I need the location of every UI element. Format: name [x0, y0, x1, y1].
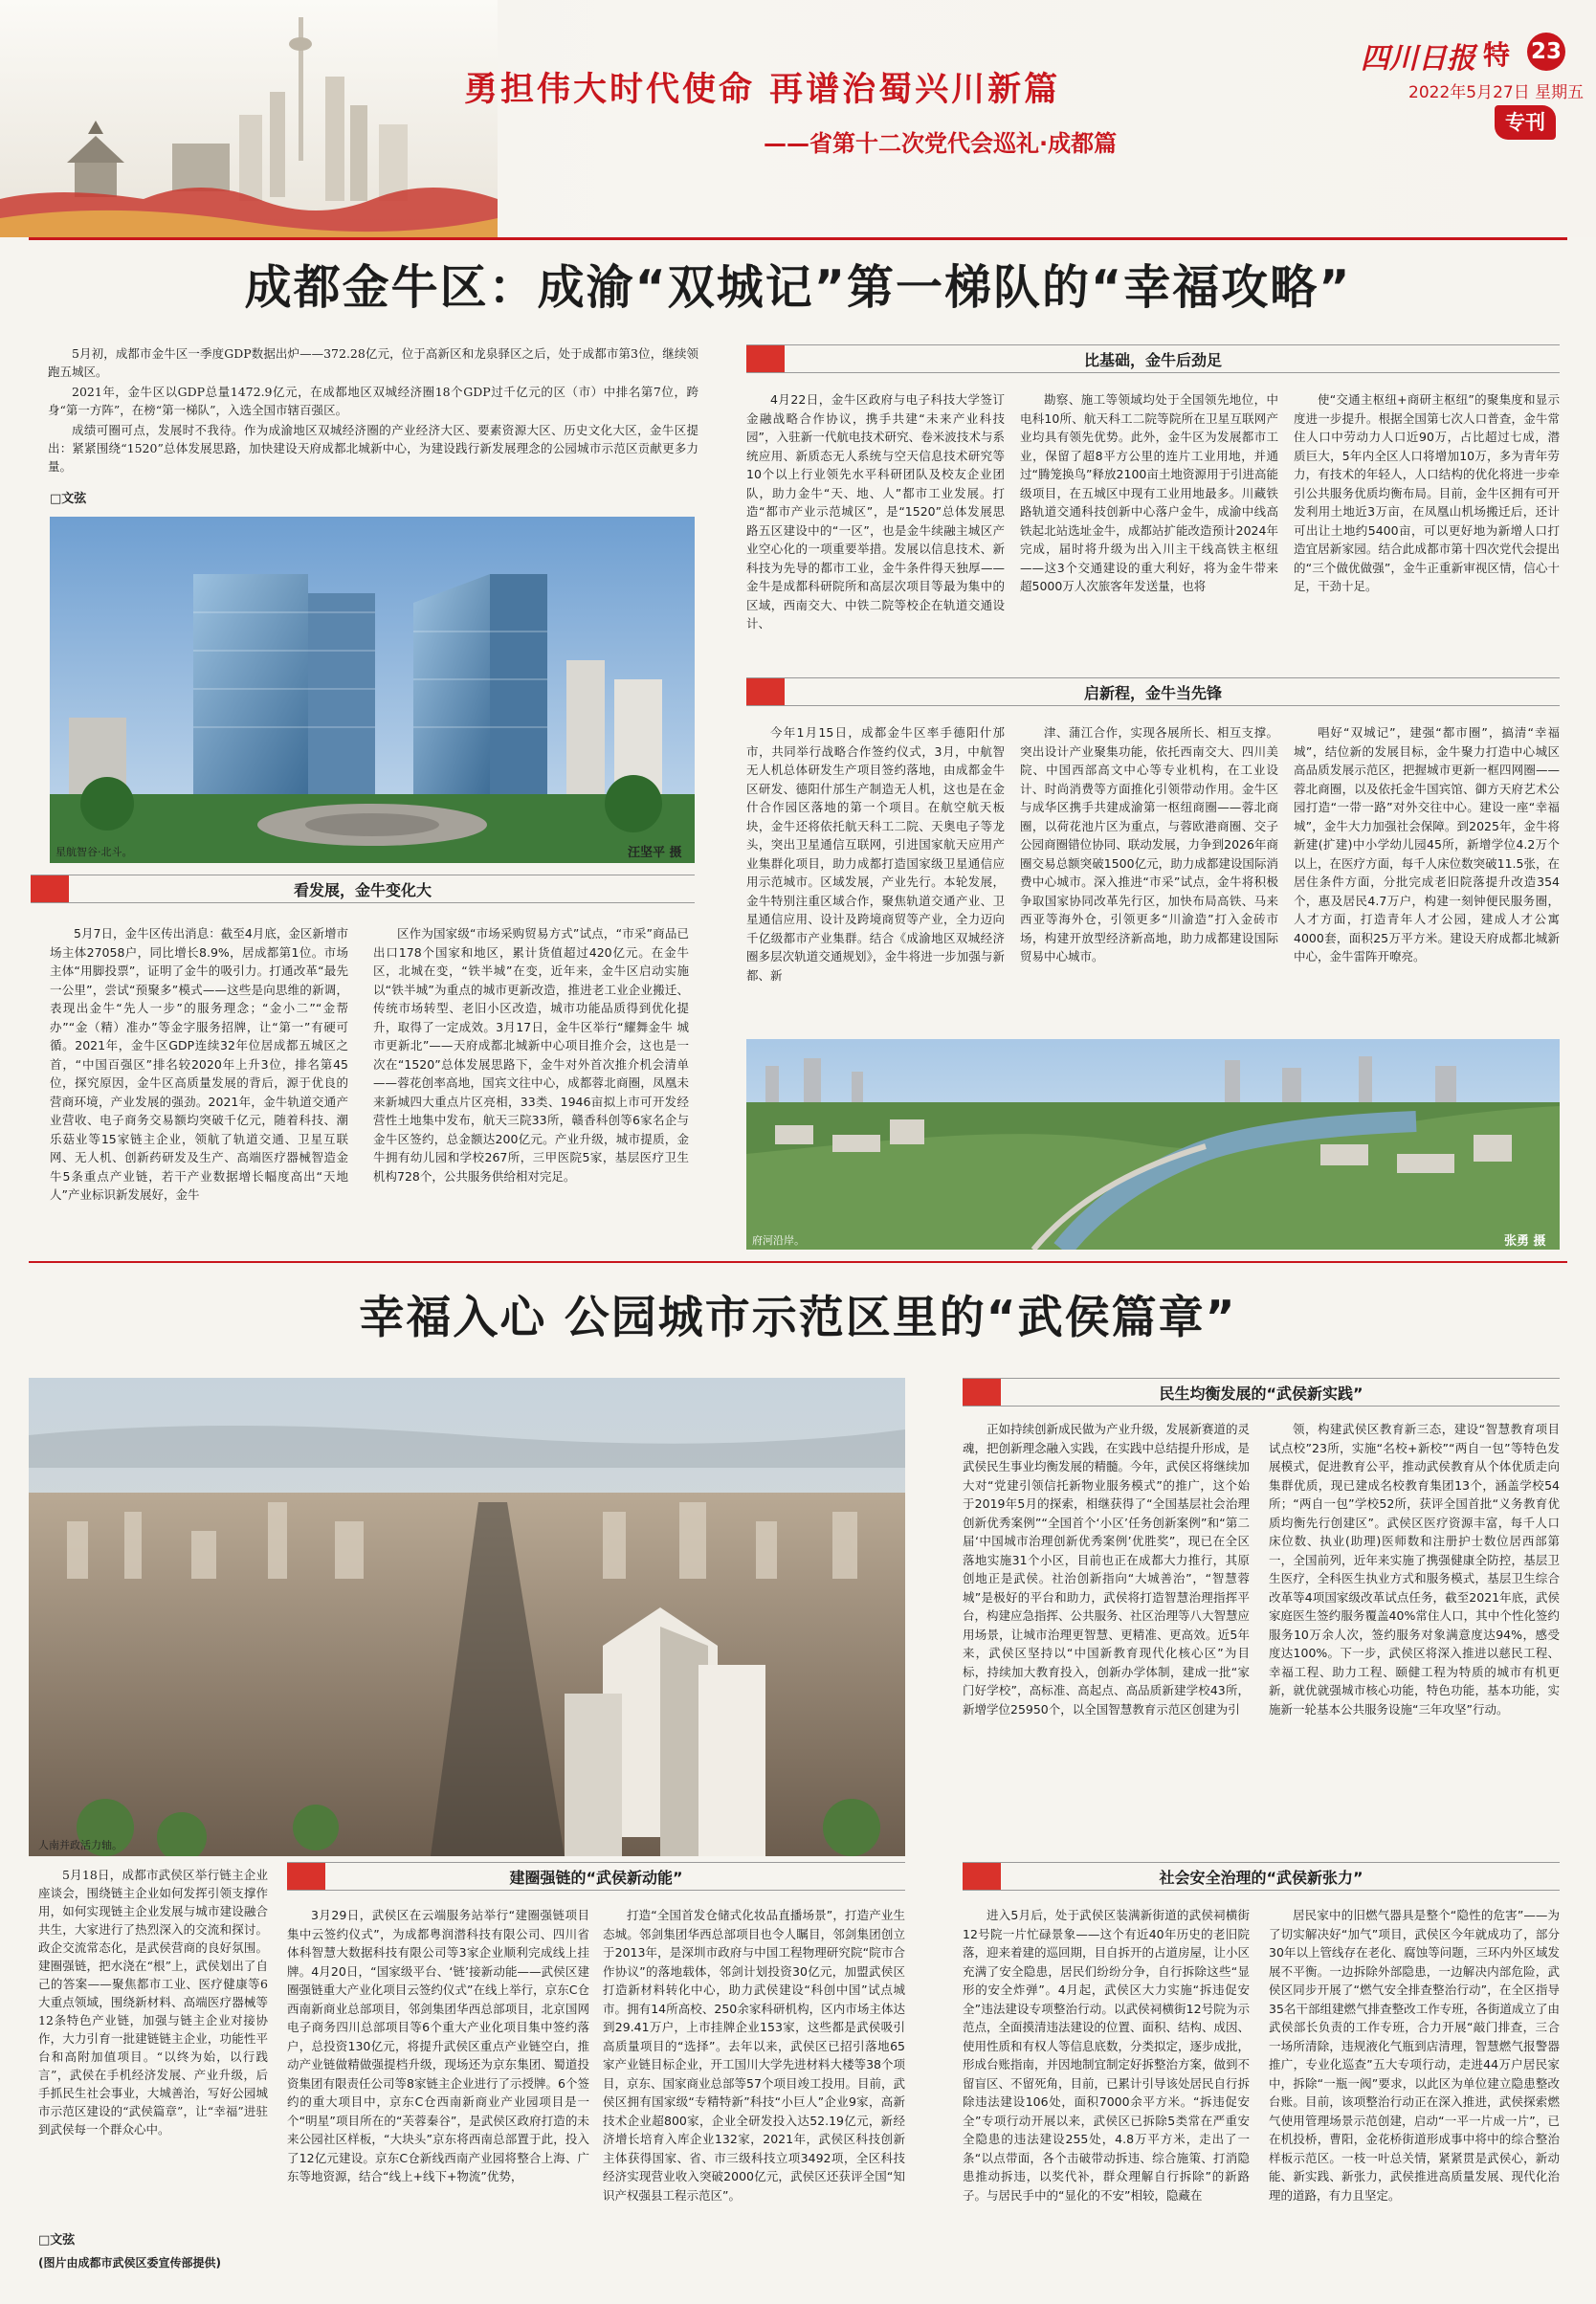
section-heading-new-journey [746, 677, 1560, 706]
section-heading-development [31, 875, 695, 903]
article2-byline: □文弦 [38, 2233, 76, 2248]
photo2-caption: 府河沿岸。 [752, 1234, 805, 1247]
heading-accent-bar [963, 1379, 1001, 1406]
article2-photo-credit: (图片由成都市武侯区委宣传部提供) [38, 2256, 221, 2270]
issue-date: 2022年5月27日 星期五 [1408, 83, 1585, 102]
article2-lead: 5月18日，成都市武侯区举行链主企业座谈会，围绕链主企业如何发挥引领支撑作用，如何实现链主企业发展与城市建设融合共生，大家进行了热烈深入的交流和探讨。政企交流常态化，是武侯营商的良好氛围。建圈强链，把水浇在“根”上，武侯划出了自己的答案——聚焦都市工业、医疗健康等6大重点领域，围绕新材料、高端医疗器械等12条特色产业链，加强与链主企业对接协作，大力引育一批建链链主企业，功能性平台和高附加值项目。“以终为始，以行践言”，武侯在手机经济发展、产业升级，后手抓民生社会事业，大城善治，写好公园城市示范区建设的“武侯篇章”，让“幸福”进驻到武侯每一个群众心中。 [38, 1868, 268, 2137]
heading-accent-bar [963, 1863, 1001, 1890]
article1-foundation-col2: 勘察、施工等领域均处于全国领先地位，中电科10所、航天科工二院等院所在卫星互联网产业均具有领先优势。此外，金牛区为发展都市工业，保留了超8平方公里的连片工业用地，并通过“腾笼换鸟”释放2100亩土地资源用于引进高能级项目，在五城区中现有工业用地最多。川藏铁路轨道交通科技创新中心落户金牛，成渝中线高铁起北站选址金牛，成都站扩能改造预计2024年完成，届时将升级为出入川主干线高铁主枢纽——这3个交通建设的重大利好，将为金牛带来超5000万人次旅客年发送量，也将 [1020, 392, 1278, 593]
section-heading-industry-chain [287, 1862, 905, 1891]
article1-new-journey-col2: 津、蒲江合作，实现各展所长、相互支撑。突出设计产业聚集功能，依托西南交大、四川美院、中国西部高文中心等专业机构，在工业设计、时尚消费等方面推化引领带动作用。金牛区与成华区携手共建成渝第一枢纽商圈——蓉北商圈，以荷花池片区为重点，与蓉欧港商圈、交子公园商圈错位协同、联动发展，力争到2026年商圈交易总额突破1500亿元，助力成都建设国际消费中心城市。深入推进“市采”试点，金牛将积极争取国家协同改革先行区，加快布局高铁、马来西亚等海外仓，引领更多“川渝造”打入金砖市场，构建开放型经济新高地，助力成都建设国际贸易中心城市。 [1020, 725, 1278, 964]
article-divider [29, 1261, 1567, 1263]
article1-photo-river-aerial [746, 1039, 1560, 1250]
masthead-slogan: 勇担伟大时代使命 再谱治蜀兴川新篇 [464, 71, 1061, 109]
article1-lead [48, 344, 698, 476]
heading-text: 看发展，金牛变化大 [293, 880, 432, 899]
photo1-caption: 星航智谷·北斗。 [55, 846, 133, 858]
lead-paragraph: 5月初，成都市金牛区一季度GDP数据出炉——372.28亿元，位于高新区和龙泉驿区之后，处于成都市第3位，继续领跑五城区。 [48, 346, 698, 379]
article1-photo-office-towers [50, 517, 695, 863]
heading-accent-bar [31, 875, 69, 902]
article2-livelihood-col2: 领，构建武侯区教育新三态，建设“智慧教育项目试点校”23所，实施“名校+新校”“两自一包”等特色发展模式，促进教育公平，推动武侯教育从个体优质走向集群优质，现已建成名校教育集团13个，涵盖学校54所；“两自一包”学校52所，获评全国首批“义务教育优质均衡先行创建区”。武侯区医疗资源丰富，每千人口床位数、执业(助理)医师数和注册护士数位居西部第一，全国前列，近年来实施了携强健康全防控，基层卫生医疗，全科医生执业方式和服务模式，基层卫生综合改革等4项国家级改革试点任务，截至2021年底，武侯家庭医生签约服务覆盖40%常住人口，其中个性化签约服务10万余人次，签约服务对象满意度达94%，感受度达100%。下一步，武侯区将深入推进以慈民工程、幸福工程、助力工程、颐健工程为特质的城市有机更新，就优就强城市核心功能，特色功能，基本功能，实施新一轮基本公共服务设施“三年攻坚”行动。 [1269, 1422, 1560, 1717]
heading-text: 启新程，金牛当先锋 [1083, 683, 1222, 702]
page-number-badge: 23 [1527, 33, 1565, 71]
article2-industry-col2: 打造“全国首发仓储式化妆品直播场景”，打造产业生态城。邻剑集团华西总部项目也令人瞩目，邻剑集团创立于2013年，是深圳市政府与中国工程物理研究院“院市合作协议”的落地载体，邻剑计划投资30亿元，加盟武侯区打造新材料转化中心，助力武侯建设“科创中国”试点城市。拥有14所高校、250余家科研机构，区内市场主体达到29.41万户，上市挂牌企业153家，这些都是武侯吸引高质量项目的“选择”。去年以来，武侯区已招引落地65家产业链目标企业，开工国川大学先进材料大楼等38个项目，京东、国家商业总部等57个项目竣工投用。目前，武侯区拥有国家级“专精特新”科技“小巨人”企业9家，高新技术企业超800家，企业全研发投入达52.19亿元，新经济增长培育入库企业132家，2021年，武侯区科技创新主体获得国家、省、市三级科技立项3492项，全区科技经济实现营业收入突破2000亿元，武侯区还获评全国“知识产权强县工程示范区”。 [603, 1908, 905, 2203]
article2-photo-caption: 人南并政活力轴。 [38, 1839, 122, 1851]
article2-safety-col1: 进入5月后，处于武侯区装满新街道的武侯祠横街12号院一片忙碌景象——这个有近40年历史的老旧院落，迎来着建的巡回期，目自拆开的占道房屋，让小区充满了安全隐患，居民们纷纷分争，自行拆除这些“显形的安全炸弹”。4月起，武侯区大力实施“拆违促安全”违法建设专项整治行动。以武侯祠横街12号院为示范点，全面摸清违法建设的位置、面积、结构、成因、使用性质和有权人等信息底数，分类拟定，逐步成批，形成台账指南，并因地制宜制定好拆整治方案，做到不留盲区、不留死角，目前，已累计引导该处居民自行拆除违法建设106处，面积7000余平方米。“拆违促安全”专项行动开展以来，武侯区已拆除5类常在严重安全隐患的违法建设255处，4.8万平方米，走出了一条“以点带面，各个击破带动拆违、综合施策、打消隐患推动拆违，以奖代补，群众理解自行拆除”的新路子。与居民手中的“显化的不安”相较，隐藏在 [963, 1908, 1250, 2203]
heading-text: 比基础，金牛后劲足 [1083, 350, 1222, 369]
article1-new-journey-col3: 唱好“双城记”，建强“都市圈”，搞清“幸福城”，结位新的发展目标，金牛聚力打造中心城区高品质发展示范区，把握城市更新一框四网圈——蓉北商圈，以及依托金牛国宾馆、御方天府艺术公园打造“一带一路”对外交往中心。建设一座“幸福城”，金牛大力加强社会保障。到2025年，金牛将新建(扩建)中小学幼儿园45所，新增学位4.2万个以上，在医疗方面，每千人床位数突破11.5张，在居住条件方面，分批完成老旧院落提升改造354个，惠及居民4.7万户，构建一刻钟便民服务圈，人才方面，打造青年人才公园，建成人才公寓4000套，面积25万平方米。建设天府成都北城新中心，金牛雷阵开嘹亮。 [1294, 725, 1560, 964]
article1-new-journey-col1: 今年1月15日，成都金牛区率手德阳什邡市，共同举行战略合作签约仪式，3月，中航智无人机总体研发生产项目签约落地，由成都金牛区研发、德阳什邡生产制造无人机，这也是在金什合作园区落地的第一个项目。在航空航天板块，金牛还将依托航天科工二院、天奥电子等龙头，突出卫星通信互联网，引进国家航天应用产业集群化项目，助力成都打造国家级卫星通信应用示范城市。区域发展，产业先行。本轮发展，金牛特别注重区域合作，聚焦轨道交通产业、卫星通信应用、设计及跨境商贸等产业，全力迈向千亿级都市产业集群。结合《成渝地区双城经济圈多层次轨道交通规划》，金牛将进一步加强与新都、新 [746, 725, 1005, 983]
heading-accent-bar [287, 1863, 325, 1890]
article1-foundation-col3: 使“交通主枢纽+商研主枢纽”的聚集度和显示度进一步提升。根据全国第七次人口普查，金牛常住人口中劳动力人口近90万，占比超过七成，潜质巨大，5年内全区人口将增加10万，多为青年劳力，有技术的年轻人，人口结构的优化将进一步牵引公共服务优质均衡布局。目前，金牛区拥有可开发利用土地近3万亩，在凤凰山机场搬迁后，还计可出让土地约5400亩，可以更好地为新增人口打造宜居新家园。结合此成都市第十四次党代会提出的“三个做优做强”，金牛正重新审视区情，信心十足，干劲十足。 [1294, 392, 1560, 593]
city-skyline-illustration [0, 0, 498, 237]
article1-development-col2: 区作为国家级“市场采购贸易方式”试点，“市采”商品已出口178个国家和地区，累计货值超过420亿元。在金牛区，北城在变，“铁半城”在变，近年来，金牛区启动实施以“铁半城”为重点的城市更新改造，推进老工业企业搬迁、传统市场转型、老旧小区改造，城市功能品质得到优化提升，取得了一定成效。3月17日，金牛区举行“耀舞金牛 城市更新北”——天府成都北城新中心项目推介会，这也是一次在“1520”总体发展思路下，金牛对外首次推介机会清单——蓉花创率高地，国宾文往中心，成都蓉北商圈，凤凰未来新城四大重点片区亮相，33类、1946亩拟上市可开发经营性土地集中发布，航天三院33所，赣香科创等6家名企与金牛区签约，总金额达200亿元。产业升级，城市提质，金牛拥有幼儿园和学校267所，三甲医院5家，基层医疗卫生机构728个，公共服务供给相对完足。 [373, 926, 689, 1184]
article1-headline: 成都金牛区：成渝“双城记”第一梯队的“幸福攻略” [244, 260, 1352, 315]
photo1-credit: 汪坚平 摄 [628, 846, 682, 860]
article2-industry-col1: 3月29日，武侯区在云端服务站举行“建圈强链项目集中云签约仪式”，为成都粤润潜科技有限公司、四川省体科智慧大数据科技有限公司等3家企业顺利完成线上挂牌。4月20日，“国家级平台、‘链’接新动能——武侯区建圈强链重大产业化项目云签约仪式”在线上举行，京东C仓西南新商业总部项目，邻剑集团华西总部项目，北京国网电子商务四川总部项目等6个重大产业化项目集中签约落户，总投资130亿元，将提升武侯区重点产业链空白，推动产业链做精做强提档升级，现场还为京东集团、蜀道投资集团有限责任公司等8家链主企业进行了示授牌。6个签约的重大项目中，京东C仓西南新商业产业园项目是一个“明星”项目所在的“芙蓉秦谷”，是武侯区政府打造的未来公园社区样板，“大块头”京东将西南总部置于此，投入了12亿元建设。京东C仓新线西南产业园将整合上海、广东等地资源，结合“线上+线下+物流”优势， [287, 1908, 589, 2183]
article2-safety-col2: 居民家中的旧燃气器具是整个“隐性的危害”——为了切实解决好“加气”项目，武侯区今年就成功了，部分30年以上管线存在老化、腐蚀等问题，三环内外区域发展不平衡。一边拆除外部隐患，一边解决内部危险，武侯区同步开展了“燃气安全排查整治行动”，在全区指导35名干部组建燃气排查整改工作专班，各街道成立了由武侯部长负责的工作专班，合力开展“敲门排查，三合一场所清除，违规液化气瓶到店清理，智慧燃气报警器推广，专业化巡查”五大专项行动，走进44万户居民家中，拆除“一瓶一阀”要求，以此区为单位建立隐患整改台账。目前，该项整治行动正在深入推进，武侯探索燃气使用管理场景示范创建，启动“一平一片成一片”，已在机投桥，曹阳，金花桥街道形成事中将中的综合整治样板示范区。一枝一叶总关情，紧紧贯是武侯心，新动能、新实践、新张力，武侯推进高质量发展、现代化治理的道路，有力且坚定。 [1269, 1908, 1560, 2203]
article2-photo-city-axis [29, 1378, 905, 1856]
lead-paragraph: 2021年，金牛区以GDP总量1472.9亿元，在成都地区双城经济圈18个GDP过千亿元的区（市）中排名第7位，跨身“第一方阵”，在榜“第一梯队”，入选全国市辖百强区。 [48, 385, 698, 417]
heading-text: 社会安全治理的“武侯新张力” [1159, 1868, 1363, 1887]
section-heading-livelihood [963, 1378, 1560, 1407]
column-tag-badge: 专刊 [1495, 105, 1556, 140]
article1-foundation-col1: 4月22日，金牛区政府与电子科技大学签订金融战略合作协议，携手共建“未来产业科技园”，入驻新一代航电技术研究、卷米波技术与系统应用、新质态无人系统与空天信息技术研究等10个以上行业领先水平科研团队及校友企业团队，助力金牛“天、地、人”都市工业发展。打造“都市产业示范城区”，是“1520”总体发展思路五区建设中的“一区”，也是金牛续融主城区产业空心化的一项重要举措。发展以信息技术、新科技为先导的都市工业，金牛条件得天独厚——金牛是成都科研院所和高层次项目等最为集中的区域，西南交大、中铁二院等校企在轨道交通设计、 [746, 392, 1005, 631]
masthead-rule [29, 237, 1567, 240]
section-label: 特 [1483, 39, 1511, 71]
section-heading-foundation [746, 344, 1560, 373]
photo2-credit: 张勇 摄 [1504, 1234, 1546, 1249]
article1-byline: □文弦 [50, 492, 87, 506]
article1-development-col1: 5月7日，金牛区传出消息：截至4月底，金区新增市场主体27058户，同比增长8.9%，居成都第1位。市场主体“用脚投票”，证明了金牛的吸引力。打通改革“最先一公里”，尝试“预聚多”模式——这些是向思维的新调，表现出金牛“先人一步”的服务理念；“金小二”“金帮办”“金（精）准办”等金字服务招牌，让“第一”有硬可循。2021年，金牛区GDP连续32年位居成都五城区之首，“中国百强区”排名较2020年上升3位，排名第45位，探究原因，金牛区高质量发展的背后，源于优良的营商环境，产业发展的强劲。2021年，金牛轨道交通产业营收、电子商务交易额均突破千亿元，随着科技、潮乐菇业等15家链主企业，领航了轨道交通、卫星互联网、无人机、创新药研发及生产、高端医疗器械智造金牛5条重点产业链，若干产业数据增长幅度高出“天地人”产业标识新发展好，金牛 [50, 926, 348, 1202]
heading-text: 民生均衡发展的“武侯新实践” [1159, 1384, 1363, 1403]
heading-accent-bar [746, 345, 785, 372]
masthead-subslogan: ——省第十二次党代会巡礼·成都篇 [764, 130, 1118, 157]
heading-text: 建圈强链的“武侯新动能” [509, 1868, 683, 1887]
section-heading-safety-governance [963, 1862, 1560, 1891]
article2-headline: 幸福入心 公园城市示范区里的“武侯篇章” [359, 1292, 1237, 1344]
lead-paragraph: 成绩可圈可点，发展时不我待。作为成渝地区双城经济圈的产业经济大区、要素资源大区、历史文化大区，金牛区提出：紧紧围绕“1520”总体发展思路，加快建设天府成都北城新中心，为建设践行新发展理念的公园城市示范区贡献更多力量。 [48, 423, 698, 474]
article2-livelihood-col1: 正如持续创新成民做为产业升级，发展新赛道的灵魂，把创新理念融入实践，在实践中总结提升形成，是武侯民生事业均衡发展的精髓。今年，武侯区将继续加大对“党建引领信托新物业服务模式”的推广，这个始于2019年5月的探索，相继获得了“全国基层社会治理创新优秀案例”“全国首个‘小区’任务创新案例”和“第二届‘中国城市治理创新优秀案例’优胜奖”，现已在全区落地实施31个小区，目前也正在成都大力推行，其原创地正是武侯。社治创新指向“大城善治”，“智慧蓉城”是极好的平台和助力，武侯将打造智慧治理指挥平台，构建应急指挥、公共服务、社区治理等八大智慧应用场景，让城市治理更智慧、更精准、更高效。近5年来，武侯区坚持以“中国新教育现代化核心区”为目标，持续加大教育投入，创新办学体制，建成一批“家门好学校”，高标准、高起点、高品质新建学校43所，新增学位25950个，以全国智慧教育示范区创建为引 [963, 1422, 1250, 1717]
heading-accent-bar [746, 678, 785, 705]
newspaper-name: 四川日报 [1361, 42, 1475, 76]
masthead [0, 0, 1596, 237]
